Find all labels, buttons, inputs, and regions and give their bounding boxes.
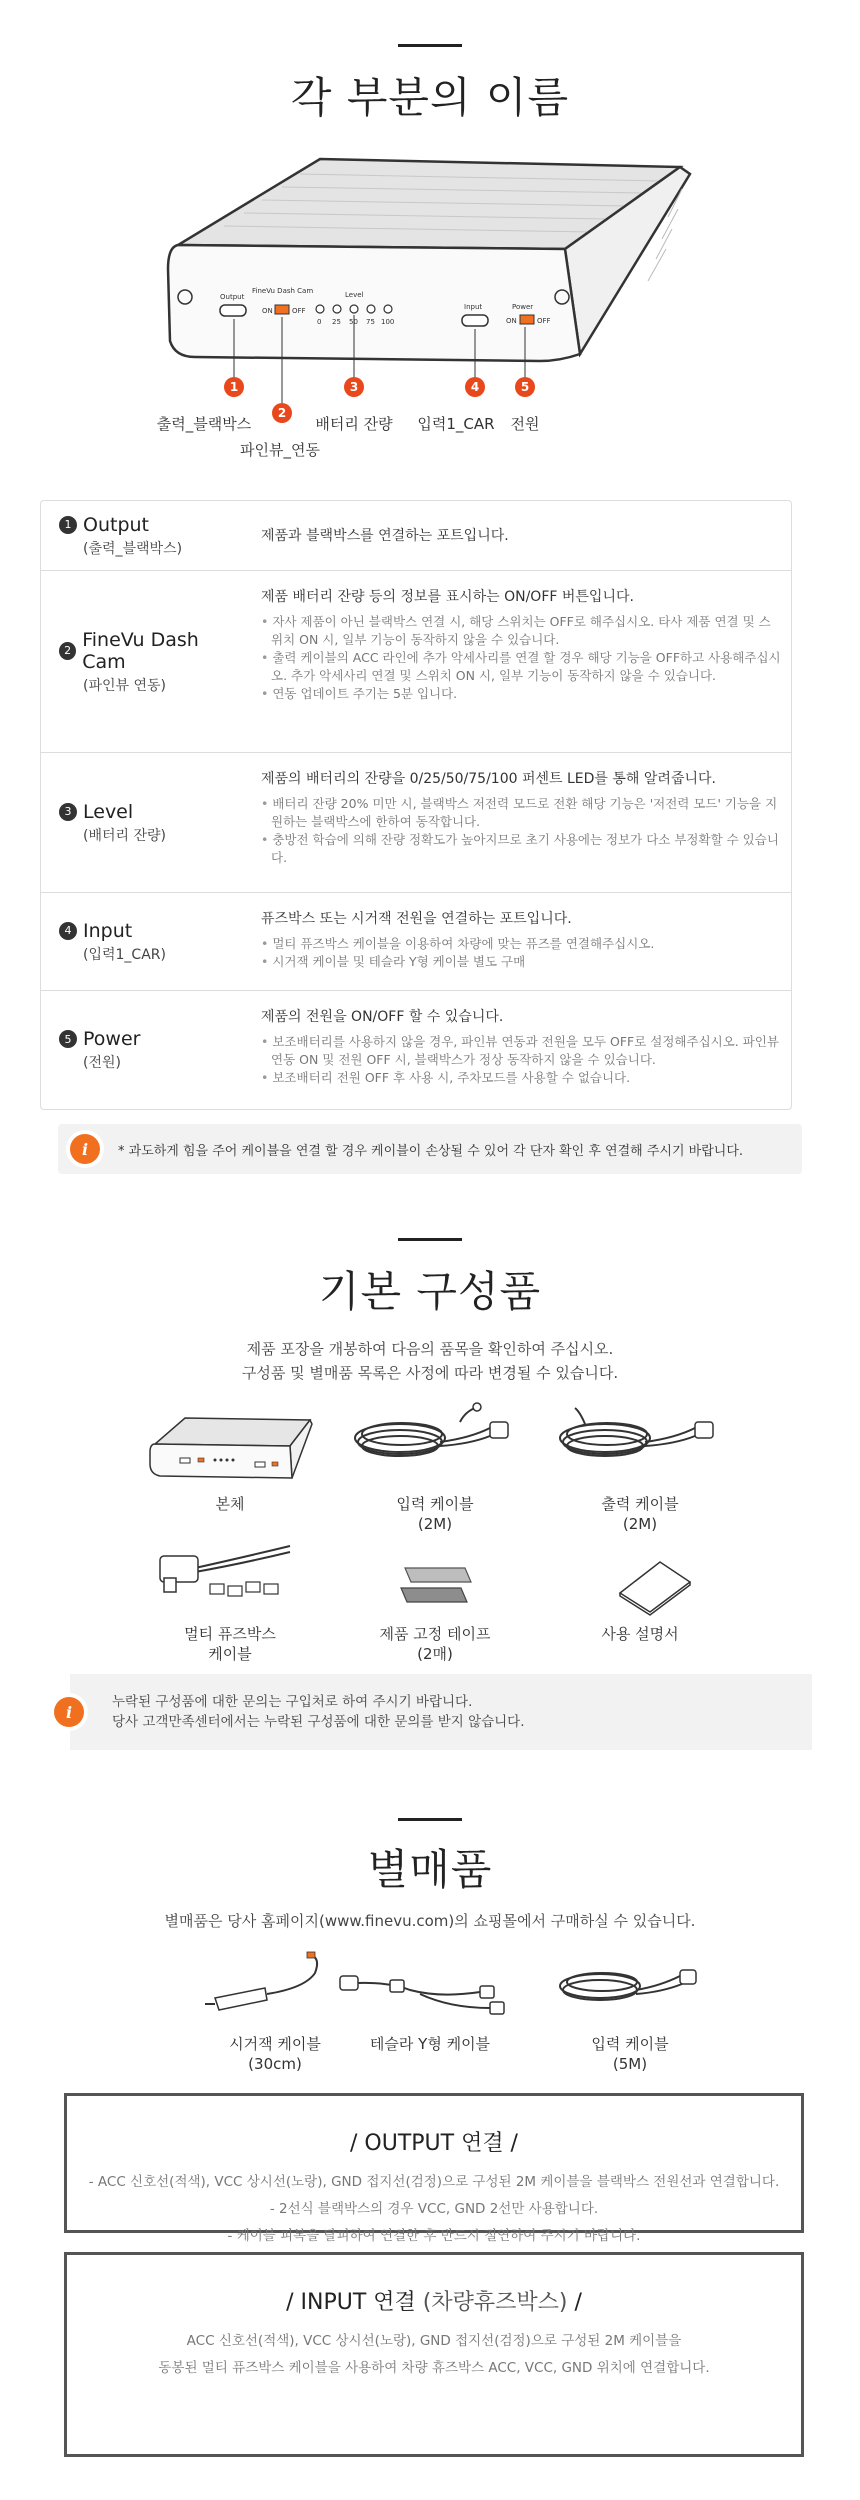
parts-section-title: 각 부분의 이름 [290, 73, 570, 122]
component-multi-fuse-cable [130, 1538, 330, 1664]
row-name-ko: (입력1_CAR) [83, 946, 166, 963]
row-main-text: 제품과 블랙박스를 연결하는 포트입니다. [261, 527, 509, 544]
basic-section-title: 기본 구성품 [318, 1267, 542, 1316]
table-row [41, 571, 791, 753]
cable-warning-notice [58, 1124, 802, 1174]
panel-level-50: 50 [349, 318, 358, 326]
row-main-text: 제품의 전원을 ON/OFF 할 수 있습니다. [261, 1009, 504, 1025]
component-label: 입력 케이블 (2M) [396, 1495, 474, 1533]
cable-warning-text: * 과도하게 힘을 주어 케이블을 연결 할 경우 케이블이 손상될 수 있어 각 단자 확인 후 연결해 주시기 바랍니다. [118, 1143, 744, 1159]
marker-2: 2 [277, 406, 287, 420]
panel-on-label: ON [262, 307, 273, 315]
parts-section [0, 44, 860, 469]
row-note: • 출력 케이블의 ACC 라인에 추가 악세사리를 연결 할 경우 해당 기능을 OFF하고 사용해주십시오. 추가 악세사리 연결 및 스위치 ON 시, 일부 기능이 동작하지 않을 수 있습니다. [261, 649, 781, 685]
panel-power-on: ON [506, 317, 517, 325]
row-description [241, 753, 791, 892]
input-box-lines [67, 2328, 801, 2382]
input-box-title: / INPUT 연결 (차량휴즈박스) / [286, 2290, 582, 2315]
optional-tesla-y-cable [330, 1948, 530, 2054]
input-cable-5m-icon [540, 1948, 720, 2028]
panel-off-label: OFF [292, 307, 306, 315]
component-label: 멀티 퓨즈박스 케이블 [184, 1625, 276, 1663]
label-power: 전원 [510, 415, 540, 433]
output-connection-box [64, 2093, 804, 2244]
row-main-text: 제품의 배터리의 잔량을 0/25/50/75/100 퍼센트 LED를 통해 알려줍니다. [261, 771, 716, 787]
panel-output-label: Output [220, 293, 245, 301]
section-divider [398, 44, 462, 47]
output-cable-icon [545, 1398, 735, 1488]
marker-5: 5 [520, 380, 530, 394]
label-output-blackbox: 출력_블랙박스 [156, 415, 252, 433]
row-name [41, 753, 241, 892]
row-note: • 멀티 퓨즈박스 케이블을 이용하여 차량에 맞는 퓨즈를 연결해주십시오. [261, 935, 781, 953]
row-name [41, 571, 241, 752]
row-name-en: Input [83, 919, 133, 942]
row-name-en: Power [83, 1028, 141, 1050]
device-illustration [0, 129, 860, 469]
row-number-badge: 3 [59, 803, 77, 821]
basic-intro [0, 1337, 860, 1385]
optional-section-title: 별매품 [367, 1845, 493, 1894]
row-notes [261, 613, 781, 703]
row-notes [261, 1033, 781, 1087]
panel-finevu-label: FineVu Dash Cam [252, 287, 314, 295]
basic-intro-line: 구성품 및 별매품 목록은 사정에 따라 변경될 수 있습니다. [241, 1364, 619, 1382]
label-battery-level: 배터리 잔량 [315, 415, 393, 433]
info-icon: i [54, 1697, 84, 1727]
optional-items-section [0, 1818, 860, 2073]
row-note: • 자사 제품이 아닌 블랙박스 연결 시, 해당 스위치는 OFF로 해주십시오. 타사 제품 연결 및 스위치 ON 시, 일부 기능이 동작하지 않을 수 있습니다. [261, 613, 781, 649]
row-name-en: Level [83, 800, 134, 823]
output-box-line: - 케이블 피복을 탈피하여 연결한 후 반드시 절연하여 주시기 바랍니다. [227, 2228, 641, 2244]
component-label: 사용 설명서 [601, 1625, 679, 1643]
row-number-badge: 1 [59, 516, 77, 534]
input-box-line: 동봉된 멀티 퓨즈박스 케이블을 사용하여 차량 휴즈박스 ACC, VCC, GND 위치에 연결합니다. [158, 2360, 710, 2376]
input-cable-icon [340, 1398, 530, 1488]
row-description [241, 893, 791, 990]
info-icon: i [70, 1134, 100, 1164]
row-name-ko: (출력_블랙박스) [83, 540, 183, 557]
row-main-text: 퓨즈박스 또는 시거잭 전원을 연결하는 포트입니다. [261, 911, 572, 927]
panel-level-100: 100 [381, 318, 395, 326]
input-box-line: ACC 신호선(적색), VCC 상시선(노랑), GND 접지선(검정)으로 구성된 2M 케이블을 [186, 2333, 682, 2349]
component-main-unit [130, 1408, 330, 1514]
marker-3: 3 [349, 380, 359, 394]
output-box-line: - 2선식 블랙박스의 경우 VCC, GND 2선만 사용합니다. [269, 2201, 599, 2217]
panel-input-label: Input [464, 303, 483, 311]
component-label: 출력 케이블 (2M) [601, 1495, 679, 1533]
optional-items-grid [0, 1948, 860, 2108]
table-row [41, 501, 791, 571]
component-input-cable [335, 1398, 535, 1534]
component-mounting-tape [335, 1538, 535, 1664]
row-note: • 연동 업데이트 주기는 5분 입니다. [261, 685, 781, 703]
tape-icon [345, 1538, 525, 1618]
component-label: 본체 [215, 1495, 245, 1513]
basic-intro-line: 제품 포장을 개봉하여 다음의 품목을 확인하여 주십시오. [246, 1340, 614, 1358]
label-input-car: 입력1_CAR [417, 415, 495, 433]
row-name [41, 893, 241, 990]
missing-components-notice [65, 1674, 812, 1750]
row-note: • 보조배터리를 사용하지 않을 경우, 파인뷰 연동과 전원을 모두 OFF로 설정해주십시오. 파인뷰 연동 ON 및 전원 OFF 시, 블랙박스가 정상 동작하지 않을 수 있습니다. [261, 1033, 781, 1069]
row-description [241, 571, 791, 752]
table-row [41, 893, 791, 991]
row-note: • 보조배터리 전원 OFF 후 사용 시, 주차모드를 사용할 수 없습니다. [261, 1069, 781, 1087]
row-name-ko: (배터리 잔량) [83, 827, 166, 844]
row-name [41, 991, 241, 1109]
row-name-ko: (파인뷰 연동) [83, 677, 166, 694]
row-name-en: FineVu Dash Cam [82, 628, 199, 673]
row-notes [261, 935, 781, 971]
row-notes [261, 795, 781, 867]
manual-icon [550, 1538, 730, 1618]
output-box-line: - ACC 신호선(적색), VCC 상시선(노랑), GND 접지선(검정)으로 구성된 2M 케이블을 블랙박스 전원선과 연결합니다. [88, 2174, 780, 2190]
row-note: • 충방전 학습에 의해 잔량 정확도가 높아지므로 초기 사용에는 정보가 다소 부정확할 수 있습니다. [261, 831, 781, 867]
row-note: • 시거잭 케이블 및 테슬라 Y형 케이블 별도 구매 [261, 953, 781, 971]
panel-level-75: 75 [366, 318, 375, 326]
input-connection-box [64, 2252, 804, 2457]
row-number-badge: 4 [59, 922, 77, 940]
marker-1: 1 [229, 380, 239, 394]
panel-level-0: 0 [317, 318, 322, 326]
row-number-badge: 2 [59, 642, 76, 660]
row-number-badge: 5 [59, 1030, 77, 1048]
component-manual [540, 1538, 740, 1644]
missing-notice-text: 누락된 구성품에 대한 문의는 구입처로 하여 주시기 바랍니다. 당사 고객만족센터에서는 누락된 구성품에 대한 문의를 받지 않습니다. [112, 1694, 525, 1730]
tesla-cable-icon [330, 1948, 530, 2028]
row-description [241, 991, 791, 1109]
output-box-title: / OUTPUT 연결 / [350, 2131, 518, 2156]
marker-4: 4 [470, 380, 480, 394]
row-name [41, 501, 241, 570]
row-description [241, 501, 791, 570]
panel-level-25: 25 [332, 318, 341, 326]
panel-power-off: OFF [537, 317, 551, 325]
panel-power-label: Power [512, 303, 534, 311]
parts-description-table [40, 500, 792, 1110]
panel-level-label: Level [345, 291, 364, 299]
component-label: 시거잭 케이블 (30cm) [229, 2035, 321, 2073]
row-name-en: Output [83, 513, 149, 536]
component-label: 테슬라 Y형 케이블 [369, 2035, 491, 2053]
output-box-lines [67, 2169, 801, 2250]
optional-intro: 별매품은 당사 홈페이지(www.finevu.com)의 쇼핑몰에서 구매하실 수 있습니다. [164, 1912, 696, 1930]
row-name-ko: (전원) [83, 1055, 121, 1071]
row-main-text: 제품 배터리 잔량 등의 정보를 표시하는 ON/OFF 버튼입니다. [261, 589, 634, 605]
component-output-cable [540, 1398, 740, 1534]
component-label: 입력 케이블 (5M) [591, 2035, 669, 2073]
row-note: • 배터리 잔량 20% 미만 시, 블랙박스 저전력 모드로 전환 해당 기능은 '저전력 모드' 기능을 지원하는 블랙박스에 한하여 동작합니다. [261, 795, 781, 831]
section-divider [398, 1818, 462, 1821]
table-row [41, 753, 791, 893]
fuse-cable-icon [140, 1538, 320, 1618]
component-label: 제품 고정 테이프 (2매) [379, 1625, 491, 1663]
main-unit-icon [140, 1408, 320, 1488]
basic-components-section [0, 1238, 860, 1663]
table-row [41, 991, 791, 1109]
optional-input-cable-5m [530, 1948, 730, 2074]
section-divider [398, 1238, 462, 1241]
label-finevu-link: 파인뷰_연동 [240, 441, 320, 459]
